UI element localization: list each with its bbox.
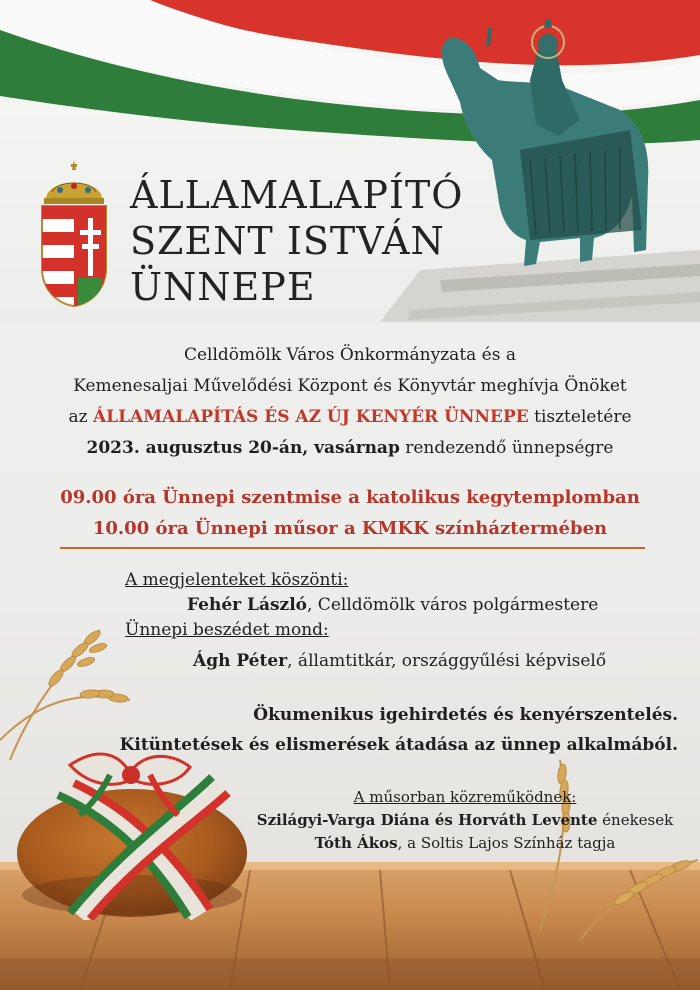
intro-line-3 — [0, 402, 700, 433]
intro-line-3-pre: az — [68, 407, 88, 427]
speaker-name: Fehér László — [187, 595, 307, 615]
speaker-role: , Celldömölk város polgármestere — [307, 595, 599, 615]
contributors-singers-role: énekesek — [597, 811, 674, 829]
contributors-singers: Szilágyi-Varga Diána és Horváth Levente — [256, 811, 598, 829]
contributors-label: A műsorban közreműködnek: — [353, 788, 577, 806]
title-line-1: ÁLLAMALAPÍTÓ — [130, 173, 464, 217]
coat-of-arms-icon — [38, 158, 110, 308]
speech-label: Ünnepi beszédet mond: — [125, 620, 329, 640]
equestrian-statue-image — [380, 20, 700, 322]
invitation-intro — [0, 340, 700, 464]
speech-orator — [125, 649, 606, 674]
greeting-speaker — [125, 593, 606, 618]
schedule-item-1: 09.00 óra Ünnepi szentmise a katolikus kegytemplomban — [60, 487, 640, 508]
intro-line-4 — [0, 433, 700, 464]
ceremony-line-2: Kitüntetések és elismerések átadása az ünnep alkalmából. — [119, 735, 678, 755]
greeting-label: A megjelenteket köszönti: — [125, 570, 349, 590]
schedule-list — [0, 482, 700, 544]
contributors-actor: Tóth Ákos — [314, 834, 398, 852]
schedule-item-2: 10.00 óra Ünnepi műsor a KMKK színháztermében — [92, 518, 608, 539]
event-name-highlight: ÁLLAMALAPÍTÁS ÉS AZ ÚJ KENYÉR ÜNNEPE — [92, 407, 529, 427]
ceremony-line-1: Ökumenikus igehirdetés és kenyérszentelés. — [253, 705, 678, 725]
orator-name: Ágh Péter — [193, 651, 288, 671]
event-date: 2023. augusztus 20-án, vasárnap — [86, 438, 400, 458]
divider-rule — [60, 547, 645, 549]
wheat-left-image — [0, 590, 140, 770]
header-banner — [0, 0, 700, 322]
contributors-section — [0, 786, 700, 855]
contributors-line-1 — [257, 809, 673, 832]
intro-line-1: Celldömölk Város Önkormányzata és a — [183, 345, 517, 365]
orator-role: , államtitkár, országgyűlési képviselő — [287, 651, 607, 671]
contributors-line-2 — [257, 832, 673, 855]
contributors-block — [257, 786, 673, 855]
title-line-2: SZENT ISTVÁN — [130, 219, 445, 263]
contributors-actor-role: , a Soltis Lajos Színház tagja — [397, 834, 616, 852]
intro-line-2: Kemenesaljai Művelődési Központ és Könyvtár meghívja Önöket — [73, 376, 627, 396]
speakers-section — [125, 568, 606, 674]
intro-line-4-rest: rendezendő ünnepségre — [405, 438, 614, 458]
title-line-3: ÜNNEPE — [130, 265, 316, 309]
intro-line-3-post: tiszteletére — [534, 407, 632, 427]
